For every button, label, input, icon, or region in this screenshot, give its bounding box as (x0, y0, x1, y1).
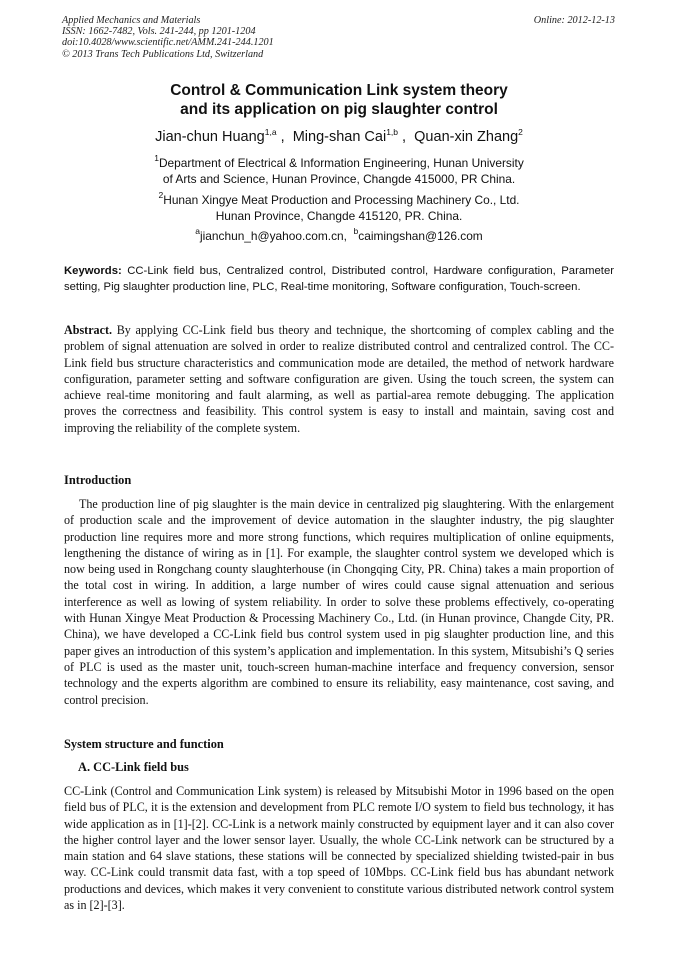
cc-link-paragraph: CC-Link (Control and Communication Link system) is released by Mitsubishi Motor in 1996 based on the open field bus of PLC, it is the extension and development from PLC remote I/O system to field bus technology, it has wide application as in [1]-[2]. CC-Link is a network mainly constructed by equipment layer and it can also cover the higher control layer and the lower sensor layer. Usually, the whole CC-Link network can be structured by a main station and 64 slave stations, these stations will be connected by specialized shielding twisted-pair in bus way. CC-Link could transmit data fast, with a top speed of 10Mbps. CC-Link field bus has abundant network productions and devices, which makes it very convenient to constitute various distributed network control system as in [2]-[3]. (64, 784, 614, 913)
running-header (62, 15, 615, 60)
author-1: Jian-chun Huang$^{1,a}$ , (155, 127, 293, 145)
copyright-line: © 2013 Trans Tech Publications Ltd, Switzerland (62, 48, 264, 60)
abstract-text: By applying CC-Link field bus theory and technique, the shortcoming of complex cabling and the problem of signal attenuation are solved in order to realize distributed control and centralized control. The CC-Link field bus structure characteristics and communication mode are detailed, the method of network hardware configuration, parameter setting and software configuration are given. Using the touch screen, the system can achieve real-time monitoring and fault alarming, as well as partial-area remote debugging. The application proves the correctness and feasibility. This control system is easy to install and maintain, saving cost and improving the reliability of the complete system. (64, 323, 615, 435)
affiliation-1: $^1$Department of Electrical & Information Engineering, Hunan University of Arts and Science, Hunan Province, Changde 415000, PR China. (154, 153, 524, 186)
keywords-text: CC-Link field bus, Centralized control, Distributed control, Hardware configuration, Parameter setting, Pig slaughter production line, PLC, Real-time monitoring, Software configuration, Touch-screen. (64, 265, 614, 293)
email-a: jianchun_h@yahoo.com.cn, (200, 229, 347, 243)
cc-link-subheading: A. CC-Link field bus (78, 760, 189, 774)
keywords (64, 264, 614, 295)
title-line-1: Control & Communication Link system theory (170, 82, 508, 99)
online-date: Online: 2012-12-13 (533, 15, 615, 26)
cc-link-body (64, 783, 614, 913)
introduction-heading: Introduction (64, 473, 132, 487)
affiliation-2: $^2$Hunan Xingye Meat Production and Processing Machinery Co., Ltd. Hunan Province, Changde 415120, PR. China. (158, 190, 520, 223)
abstract-label: Abstract. (64, 323, 113, 337)
paper-title (0, 81, 678, 119)
author-list (0, 129, 678, 145)
keywords-label: Keywords: (64, 265, 122, 277)
abstract (64, 322, 614, 436)
email-b: caimingshan@126.com (358, 229, 483, 243)
title-line-2: and its application on pig slaughter control (180, 101, 498, 118)
doi-line: doi:10.4028/www.scientific.net/AMM.241-244.1201 (62, 37, 274, 49)
author-3: Quan-xin Zhang$^2$ (414, 127, 523, 145)
journal-name: Applied Mechanics and Materials (62, 15, 201, 26)
issn-line: ISSN: 1662-7482, Vols. 241-244, pp 1201-1204 (62, 26, 256, 38)
author-emails: $^a$jianchun_h@yahoo.com.cn, $^b$caimingshan@126.com (195, 226, 483, 243)
introduction-body (64, 496, 614, 708)
introduction-paragraph: The production line of pig slaughter is the main device in centralized pig slaughtering. With the enlargement of production scale and the improvement of device automation in the slaughter industry, the pig slaughter production line requires more and more strong functions, which requires multiplication of online equipments, lengthening the distance of wiring as in [1]. For example, the slaughter control system we developed which is now being used in Rongchang county slaughterhouse (in Chongqing City, PR. China) takes a main proportion of the total cost in wiring. In addition, a large number of wires could cause signal attenuation and serious interference as well as lowing of system reliability. In order to solve these problems effectively, co-operating with Hunan Xingye Meat Production & Processing Machinery Co., Ltd. (in Hunan province, Changde City, PR. China), we have developed a CC-Link field bus control system used in pig slaughter production line, and this paper gives an introduction of this system’s application and implementation. In this system, Mitsubishi’s Q series of PLC is used as the master unit, touch-screen human-machine interface and frequency conversion, sensor technology and the experts algorithm are combined to ensure its reliability, easy maintenance, cost saving, and control precision. (64, 497, 614, 707)
author-2: Ming-shan Cai$^{1,b}$ , (292, 127, 415, 145)
system-heading: System structure and function (64, 737, 224, 751)
